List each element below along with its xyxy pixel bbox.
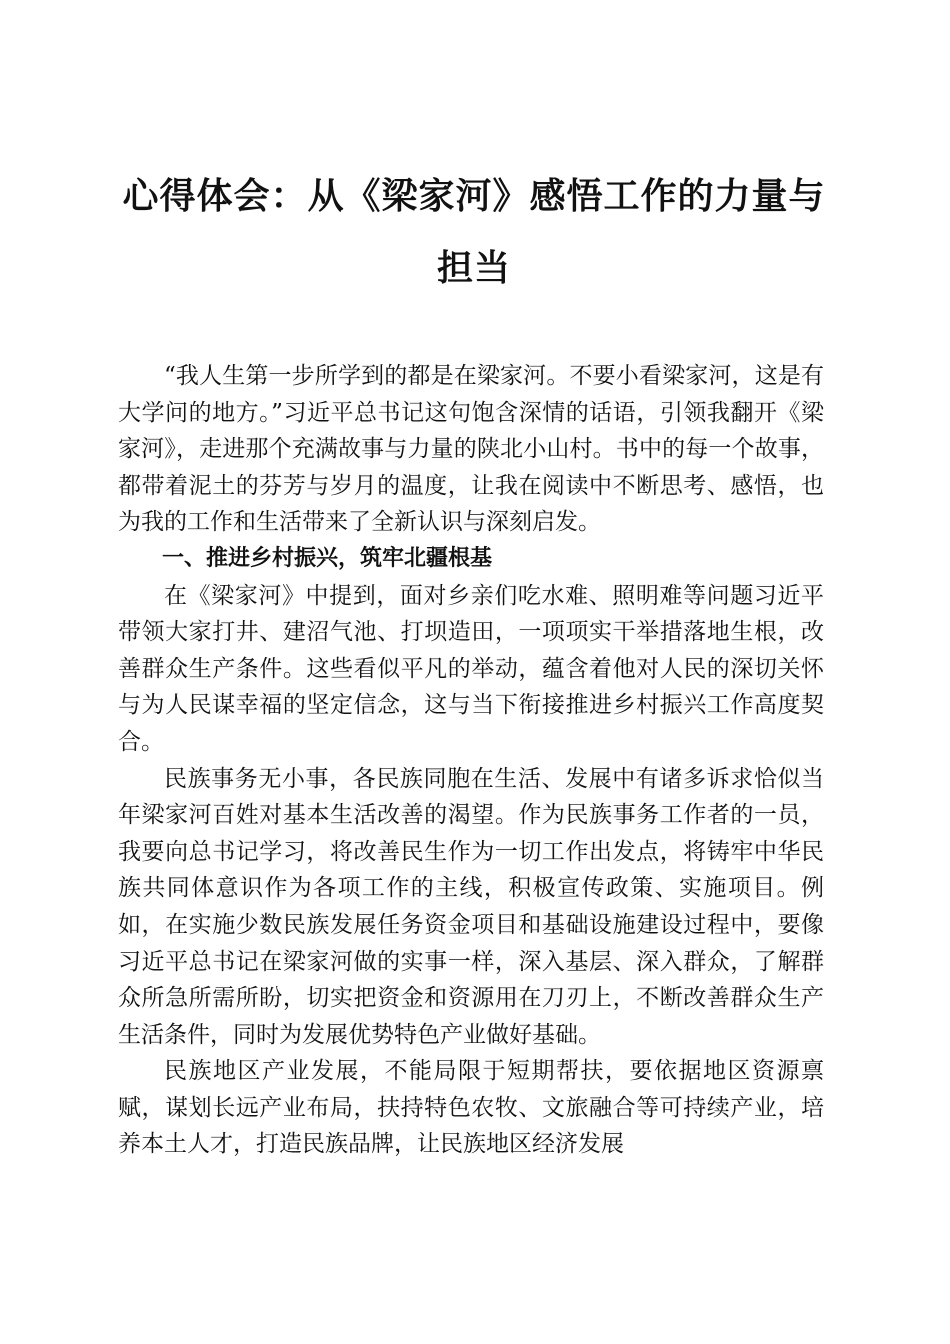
section-heading: 一、推进乡村振兴，筑牢北疆根基 [162,545,493,571]
document-title: 心得体会：从《梁家河》感悟工作的力量与担当 [122,175,826,289]
body-paragraph: 在《梁家河》中提到，面对乡亲们吃水难、照明难等问题习近平带领大家打井、建沼气池、打坝造田，一项项实干举措落地生根，改善群众生产条件。这些看似平凡的举动，蕴含着他对人民的深切关怀与为人民谋幸福的坚定信念，这与当下衔接推进乡村振兴工作高度契合。 [118,582,824,755]
body-paragraph: 民族地区产业发展，不能局限于短期帮扶，要依据地区资源禀赋，谋划长远产业布局，扶持特色农牧、文旅融合等可持续产业，培养本土人才，打造民族品牌，让民族地区经济发展 [118,1058,824,1158]
body-paragraph: 民族事务无小事，各民族同胞在生活、发展中有诸多诉求恰似当年梁家河百姓对基本生活改善的渴望。作为民族事务工作者的一员，我要向总书记学习，将改善民生作为一切工作出发点，将铸牢中华民族共同体意识作为各项工作的主线，积极宣传政策、实施项目。例如，在实施少数民族发展任务资金项目和基础设施建设过程中，要像习近平总书记在梁家河做的实事一样，深入基层、深入群众，了解群众所急所需所盼，切实把资金和资源用在刀刃上，不断改善群众生产生活条件，同时为发展优势特色产业做好基础。 [118,765,824,1048]
intro-paragraph: “我人生第一步所学到的都是在梁家河。不要小看梁家河，这是有大学问的地方。”习近平总书记这句饱含深情的话语，引领我翻开《梁家河》，走进那个充满故事与力量的陕北小山村。书中的每一个故事，都带着泥土的芬芳与岁月的温度，让我在阅读中不断思考、感悟，也为我的工作和生活带来了全新认识与深刻启发。 [118,363,824,536]
document-body [118,358,824,1163]
